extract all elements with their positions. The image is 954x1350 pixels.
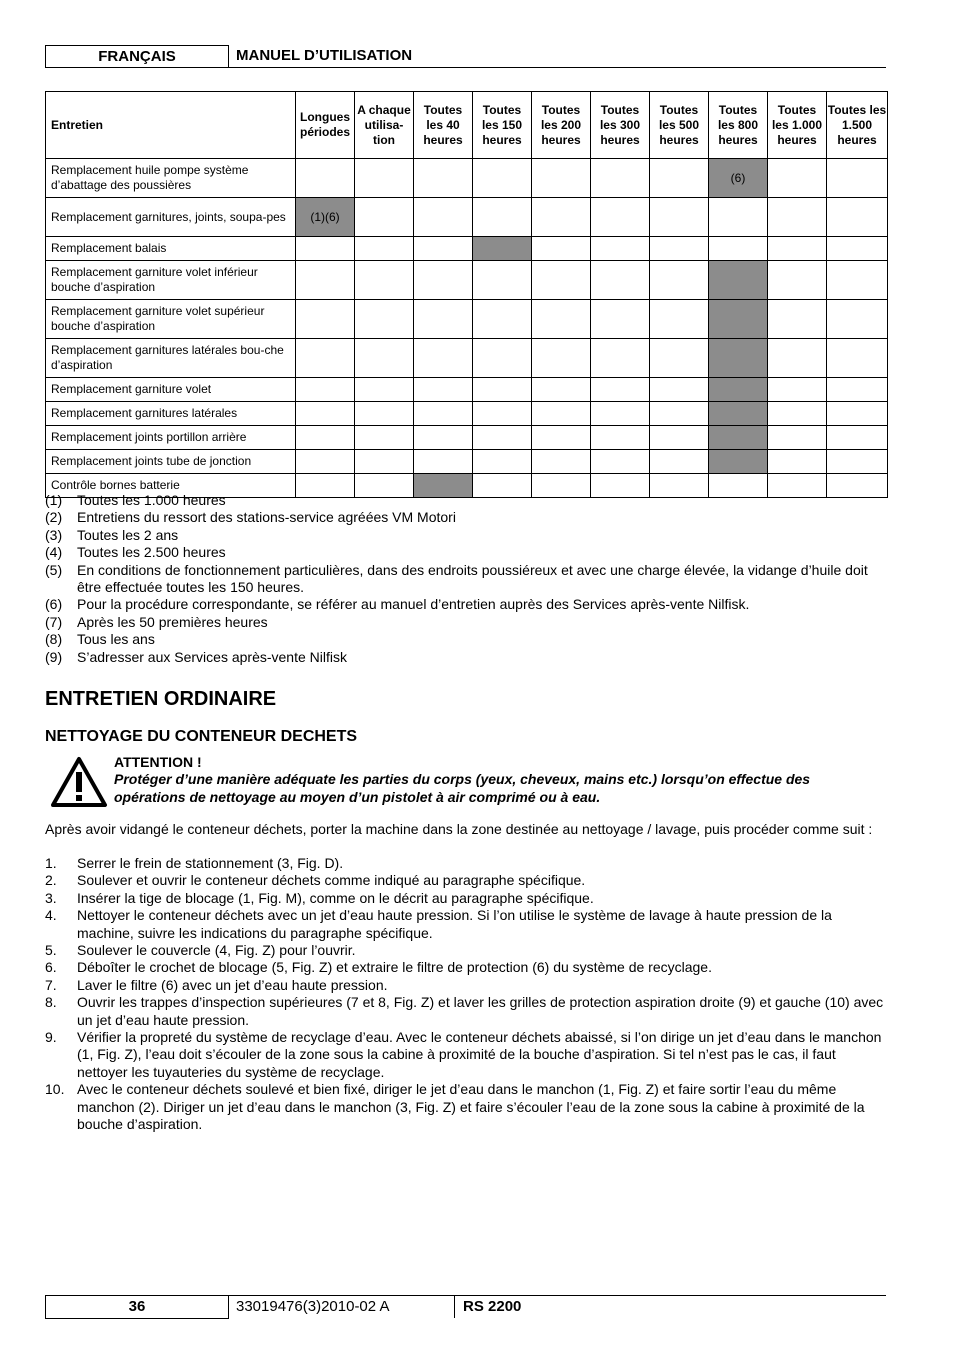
interval-cell — [414, 300, 473, 339]
interval-cell — [591, 426, 650, 450]
footnote-text: Tous les ans — [77, 631, 155, 648]
interval-cell — [827, 339, 888, 378]
footnote-number: (8) — [45, 631, 63, 648]
page-footer — [45, 1295, 886, 1319]
interval-cell — [768, 426, 827, 450]
interval-cell — [827, 261, 888, 300]
interval-cell — [473, 378, 532, 402]
interval-cell — [650, 237, 709, 261]
warning-box — [114, 754, 874, 806]
interval-cell — [355, 237, 414, 261]
interval-cell — [414, 450, 473, 474]
footnote-number: (4) — [45, 544, 63, 561]
footnote-number: (6) — [45, 596, 63, 613]
table-header-row — [46, 92, 888, 159]
interval-cell — [296, 300, 355, 339]
interval-cell — [296, 159, 355, 198]
procedure-step — [45, 855, 890, 872]
task-cell: Contrôle bornes batterie — [46, 474, 296, 498]
interval-cell — [355, 378, 414, 402]
interval-cell — [591, 198, 650, 237]
task-cell: Remplacement garnitures, joints, soupa-pes — [46, 198, 296, 237]
interval-cell — [296, 426, 355, 450]
intro-paragraph: Après avoir vidangé le conteneur déchets, porter la machine dans la zone destinée au nettoyage / lavage, puis procéder comme suit : — [45, 821, 873, 837]
footnote-text: Pour la procédure correspondante, se référer au manuel d’entretien auprès des Services après-vente Nilfisk. — [77, 596, 750, 613]
interval-cell — [414, 237, 473, 261]
interval-cell — [650, 261, 709, 300]
footnote — [45, 614, 887, 631]
step-number: 4. — [45, 907, 57, 924]
footer-divider — [454, 1296, 455, 1318]
footnote-number: (3) — [45, 526, 63, 543]
interval-cell — [532, 378, 591, 402]
column-header-interval: Toutes les 40 heures — [414, 92, 473, 159]
interval-cell — [473, 261, 532, 300]
interval-cell — [296, 378, 355, 402]
procedure-step — [45, 1081, 890, 1133]
table-row — [46, 426, 888, 450]
interval-cell — [827, 450, 888, 474]
procedure-step — [45, 942, 890, 959]
table-row — [46, 261, 888, 300]
interval-cell — [473, 426, 532, 450]
interval-cell — [355, 300, 414, 339]
footnote — [45, 562, 887, 597]
procedure-step — [45, 872, 890, 889]
footnote-text: Toutes les 1.000 heures — [77, 492, 226, 508]
interval-cell — [650, 339, 709, 378]
page-header — [45, 45, 886, 68]
header-language: FRANÇAIS — [45, 45, 229, 67]
interval-cell-marked — [709, 378, 768, 402]
interval-cell — [414, 339, 473, 378]
table-row — [46, 450, 888, 474]
step-text: Nettoyer le conteneur déchets avec un jet d’eau haute pression. Si l’on utilise le système de lavage à haute pression de la machine, suivre les indications du paragraphe spécifique. — [77, 907, 832, 941]
table-row — [46, 378, 888, 402]
footnotes — [45, 492, 887, 666]
column-header-task: Entretien — [46, 92, 296, 159]
interval-cell — [532, 261, 591, 300]
interval-cell-marked: (6) — [709, 159, 768, 198]
interval-cell — [414, 261, 473, 300]
step-text: Soulever le couvercle (4, Fig. Z) pour l’ouvrir. — [77, 942, 356, 959]
procedure-step — [45, 977, 890, 994]
interval-cell — [355, 450, 414, 474]
footnote-number: (2) — [45, 509, 63, 526]
footnote-number: (5) — [45, 561, 63, 578]
interval-cell — [768, 237, 827, 261]
step-number: 1. — [45, 855, 57, 871]
interval-cell — [532, 339, 591, 378]
table-body — [46, 159, 888, 498]
footnote-text: Après les 50 premières heures — [77, 613, 268, 630]
interval-cell — [591, 339, 650, 378]
interval-cell — [355, 339, 414, 378]
interval-cell — [827, 378, 888, 402]
footnote-text: S’adresser aux Services après-vente Nilfisk — [77, 648, 347, 665]
procedure-step — [45, 1029, 890, 1081]
interval-cell — [650, 159, 709, 198]
footnote-number: (7) — [45, 613, 63, 630]
interval-cell — [768, 159, 827, 198]
step-number: 10. — [45, 1081, 65, 1098]
step-text: Déboîter le crochet de blocage (5, Fig. Z) et extraire le filtre de protection (6) du système de recyclage. — [77, 959, 712, 976]
task-cell: Remplacement garniture volet inférieur bouche d’aspiration — [46, 261, 296, 300]
interval-cell-marked — [709, 402, 768, 426]
interval-cell — [768, 300, 827, 339]
interval-cell — [591, 237, 650, 261]
page-number: 36 — [45, 1296, 229, 1319]
warning-text: Protéger d’une manière adéquate les parties du corps (yeux, cheveux, mains etc.) lorsqu’on effectue des opérations de nettoyage au moyen d’un pistolet à air comprimé ou à eau. — [114, 771, 811, 805]
footnote-number: (1) — [45, 492, 63, 508]
footnote-text: Toutes les 2.500 heures — [77, 544, 226, 561]
table-row — [46, 402, 888, 426]
interval-cell — [768, 339, 827, 378]
interval-cell — [414, 198, 473, 237]
procedure-step — [45, 890, 890, 907]
interval-cell-marked — [709, 450, 768, 474]
table-row — [46, 300, 888, 339]
interval-cell — [532, 402, 591, 426]
column-header-interval: A chaque utilisa-tion — [355, 92, 414, 159]
interval-cell — [473, 198, 532, 237]
step-text: Laver le filtre (6) avec un jet d’eau haute pression. — [77, 976, 388, 993]
column-header-interval: Toutes les 1.000 heures — [768, 92, 827, 159]
footnote-number: (9) — [45, 648, 63, 665]
column-header-interval: Toutes les 300 heures — [591, 92, 650, 159]
table-row — [46, 198, 888, 237]
procedure-step — [45, 907, 890, 942]
footnote — [45, 649, 887, 666]
document-reference: 33019476(3)2010-02 A — [236, 1298, 390, 1315]
step-number: 7. — [45, 976, 57, 993]
interval-cell — [650, 300, 709, 339]
interval-cell-marked — [473, 237, 532, 261]
interval-cell — [827, 426, 888, 450]
footnote — [45, 544, 887, 561]
interval-cell — [532, 237, 591, 261]
task-cell: Remplacement balais — [46, 237, 296, 261]
step-number: 5. — [45, 942, 57, 959]
step-number: 3. — [45, 889, 57, 906]
interval-cell — [768, 402, 827, 426]
header-title: MANUEL D’UTILISATION — [236, 47, 413, 64]
footnote — [45, 631, 887, 648]
step-text: Avec le conteneur déchets soulevé et bien fixé, diriger le jet d’eau dans le manchon (1, Fig. Z) et faire sortir l’eau du même manchon (2). Diriger un jet d’eau dans le manchon (3, Fig. Z) et faire s’écouler l’eau de la zone sous la cabine à proximité de la bouche d’aspiration. — [77, 1081, 865, 1133]
footnote-text: Toutes les 2 ans — [77, 526, 179, 543]
warning-title: ATTENTION ! — [114, 754, 202, 770]
interval-cell — [591, 378, 650, 402]
step-text: Ouvrir les trappes d’inspection supérieures (7 et 8, Fig. Z) et laver les grilles de protection aspiration droite (9) et gauche (10) avec un jet d’eau haute pression. — [77, 994, 884, 1028]
column-header-interval: Toutes les 150 heures — [473, 92, 532, 159]
step-number: 6. — [45, 959, 57, 976]
interval-cell — [591, 159, 650, 198]
interval-cell — [591, 261, 650, 300]
interval-cell — [827, 300, 888, 339]
interval-cell — [650, 378, 709, 402]
warning-triangle-icon — [50, 756, 108, 808]
interval-cell — [532, 450, 591, 474]
interval-cell — [827, 159, 888, 198]
interval-cell — [768, 261, 827, 300]
interval-cell — [768, 450, 827, 474]
interval-cell-marked: (1)(6) — [296, 198, 355, 237]
interval-cell-marked — [709, 261, 768, 300]
interval-cell — [414, 426, 473, 450]
interval-cell — [768, 198, 827, 237]
interval-cell-marked — [709, 300, 768, 339]
interval-cell — [355, 159, 414, 198]
maintenance-table — [45, 91, 888, 498]
interval-cell — [296, 237, 355, 261]
interval-cell — [414, 402, 473, 426]
section-title: ENTRETIEN ORDINAIRE — [45, 688, 277, 710]
table-row — [46, 339, 888, 378]
task-cell: Remplacement huile pompe système d’abattage des poussières — [46, 159, 296, 198]
interval-cell — [532, 300, 591, 339]
interval-cell — [355, 402, 414, 426]
interval-cell — [827, 237, 888, 261]
interval-cell — [591, 450, 650, 474]
task-cell: Remplacement garniture volet supérieur bouche d’aspiration — [46, 300, 296, 339]
footnote — [45, 527, 887, 544]
task-cell: Remplacement garniture volet — [46, 378, 296, 402]
interval-cell — [473, 300, 532, 339]
step-text: Insérer la tige de blocage (1, Fig. M), comme on le décrit au paragraphe spécifique. — [77, 889, 594, 906]
interval-cell — [650, 450, 709, 474]
interval-cell — [473, 159, 532, 198]
interval-cell — [709, 237, 768, 261]
interval-cell — [355, 426, 414, 450]
interval-cell — [473, 402, 532, 426]
task-cell: Remplacement joints portillon arrière — [46, 426, 296, 450]
footnote — [45, 509, 887, 526]
interval-cell — [296, 339, 355, 378]
interval-cell-marked — [709, 426, 768, 450]
column-header-interval: Toutes les 1.500 heures — [827, 92, 888, 159]
interval-cell — [650, 198, 709, 237]
column-header-interval: Longues périodes — [296, 92, 355, 159]
model-name: RS 2200 — [463, 1298, 522, 1315]
step-text: Vérifier la propreté du système de recyclage d’eau. Avec le conteneur déchets abaissé, si l’on dirige un jet d’eau dans le manchon (1, Fig. Z), l’eau doit s’écouler de la zone sous la cabine à proximité de la bouche d’aspiration. Si tel n’est pas le cas, il faut nettoyer les tuyauteries du système de recyclage. — [77, 1029, 882, 1080]
footnote — [45, 596, 887, 613]
interval-cell — [827, 402, 888, 426]
table-row — [46, 237, 888, 261]
interval-cell — [709, 198, 768, 237]
interval-cell — [591, 300, 650, 339]
procedure-step — [45, 994, 890, 1029]
column-header-interval: Toutes les 200 heures — [532, 92, 591, 159]
interval-cell — [296, 450, 355, 474]
step-number: 9. — [45, 1029, 57, 1046]
interval-cell — [532, 198, 591, 237]
section-subtitle: NETTOYAGE DU CONTENEUR DECHETS — [45, 728, 358, 745]
task-cell: Remplacement garnitures latérales — [46, 402, 296, 426]
interval-cell — [591, 402, 650, 426]
task-cell: Remplacement garnitures latérales bou-che d’aspiration — [46, 339, 296, 378]
column-header-interval: Toutes les 800 heures — [709, 92, 768, 159]
table-row — [46, 159, 888, 198]
interval-cell — [414, 378, 473, 402]
procedure-steps — [45, 855, 890, 1134]
interval-cell-marked — [709, 339, 768, 378]
procedure-step — [45, 959, 890, 976]
step-number: 8. — [45, 994, 57, 1011]
step-number: 2. — [45, 872, 57, 889]
footnote — [45, 492, 887, 509]
interval-cell — [532, 426, 591, 450]
interval-cell — [414, 159, 473, 198]
interval-cell — [650, 402, 709, 426]
column-header-interval: Toutes les 500 heures — [650, 92, 709, 159]
interval-cell — [768, 378, 827, 402]
footnote-text: Entretiens du ressort des stations-service agréées VM Motori — [77, 509, 456, 526]
interval-cell — [532, 159, 591, 198]
interval-cell — [827, 198, 888, 237]
interval-cell — [473, 450, 532, 474]
task-cell: Remplacement joints tube de jonction — [46, 450, 296, 474]
interval-cell — [473, 339, 532, 378]
step-text: Soulever et ouvrir le conteneur déchets comme indiqué au paragraphe spécifique. — [77, 872, 586, 889]
interval-cell — [296, 261, 355, 300]
step-text: Serrer le frein de stationnement (3, Fig. D). — [77, 855, 344, 871]
interval-cell — [355, 198, 414, 237]
interval-cell — [650, 426, 709, 450]
footnote-text: En conditions de fonctionnement particulières, dans des endroits poussiéreux et avec une charge élevée, la vidange d’huile doit être effectuée toutes les 150 heures. — [77, 561, 868, 596]
interval-cell — [296, 402, 355, 426]
interval-cell — [355, 261, 414, 300]
